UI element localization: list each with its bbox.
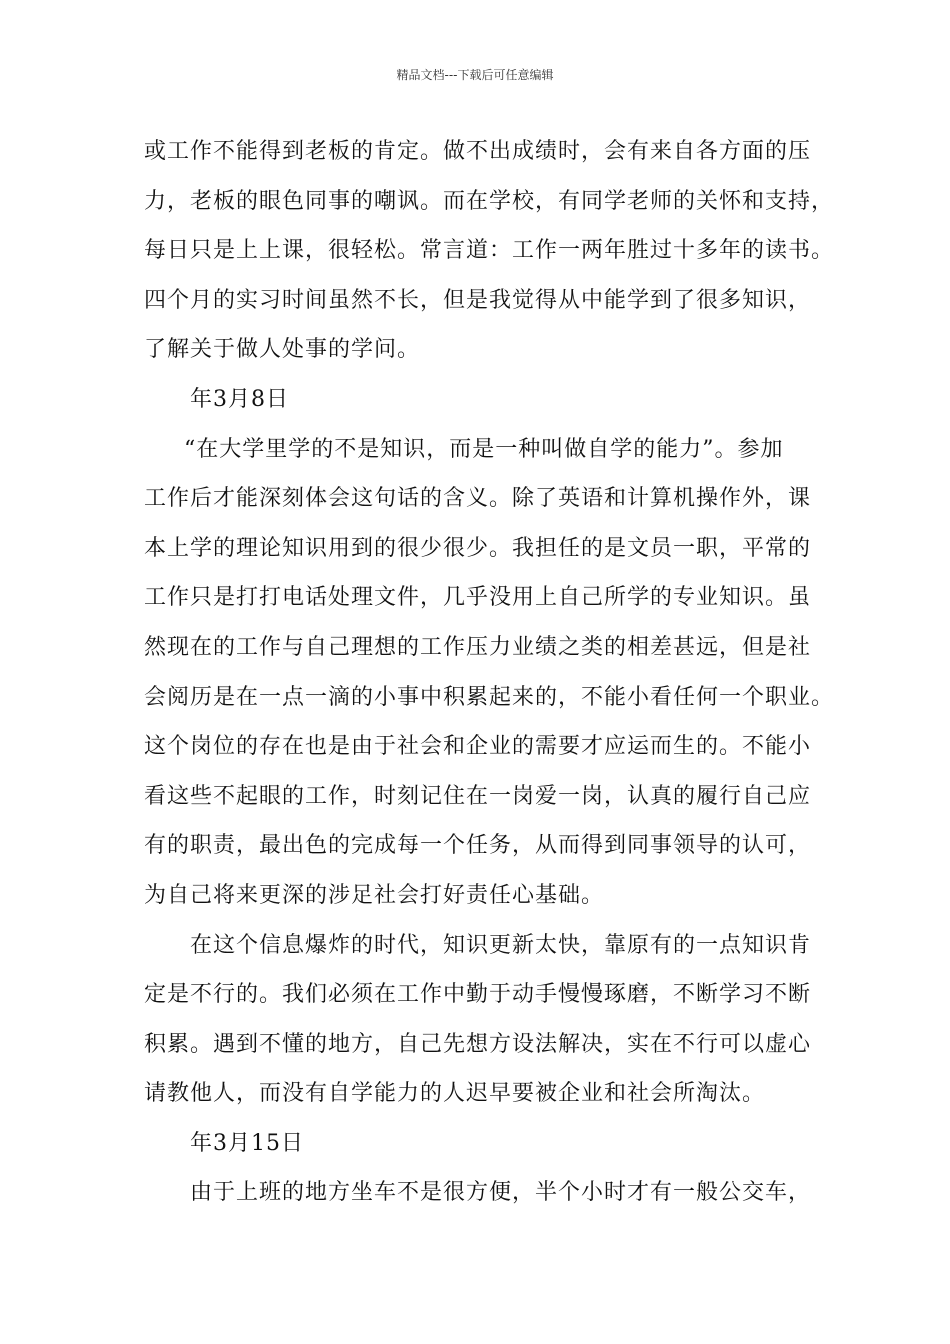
text-line: 四个月的实习时间虽然不长，但是我觉得从中能学到了很多知识， [144,287,812,313]
text-line: 然现在的工作与自己理想的工作压力业绩之类的相差甚远，但是社 [144,634,812,660]
text-line: 在这个信息爆炸的时代，知识更新太快，靠原有的一点知识肯 [190,932,812,958]
text-line: 这个岗位的存在也是由于社会和企业的需要才应运而生的。不能小 [144,734,812,760]
text-line: 为自己将来更深的涉足社会打好责任心基础。 [144,882,605,908]
text-line: 力，老板的眼色同事的嘲讽。而在学校，有同学老师的关怀和支持， [144,188,835,214]
text-line: 由于上班的地方坐车不是很方便，半个小时才有一般公交车， [190,1180,812,1206]
document-body [144,132,834,1223]
text-line: “在大学里学的不是知识，而是一种叫做自学的能力”。参加 [184,436,784,462]
text-line: 积累。遇到不懂的地方，自己先想方设法解决，实在不行可以虚心 [144,1031,812,1057]
text-line: 会阅历是在一点一滴的小事中积累起来的，不能小看任何一个职业。 [144,684,835,710]
text-line: 请教他人，而没有自学能力的人迟早要被企业和社会所淘汰。 [144,1081,766,1107]
text-line: 工作后才能深刻体会这句话的含义。除了英语和计算机操作外，课 [144,486,812,512]
page-header: 精品文档---下载后可任意编辑 [396,68,554,82]
text-line: 每日只是上上课，很轻松。常言道：工作一两年胜过十多年的读书。 [144,238,835,264]
text-line: 本上学的理论知识用到的很少很少。我担任的是文员一职，平常的 [144,535,812,561]
text-line: 或工作不能得到老板的肯定。做不出成绩时，会有来自各方面的压 [144,139,812,164]
text-line: 定是不行的。我们必须在工作中勤于动手慢慢琢磨，不断学习不断 [144,982,812,1008]
date-heading: 年3月8日 [190,386,289,412]
text-line: 看这些不起眼的工作，时刻记住在一岗爱一岗，认真的履行自己应 [144,783,812,809]
text-line: 工作只是打打电话处理文件，几乎没用上自己所学的专业知识。虽 [144,585,812,611]
text-line: 有的职责，最出色的完成每一个任务，从而得到同事领导的认可， [144,833,812,859]
date-heading: 年3月15日 [190,1130,304,1156]
text-line: 了解关于做人处事的学问。 [144,337,421,363]
